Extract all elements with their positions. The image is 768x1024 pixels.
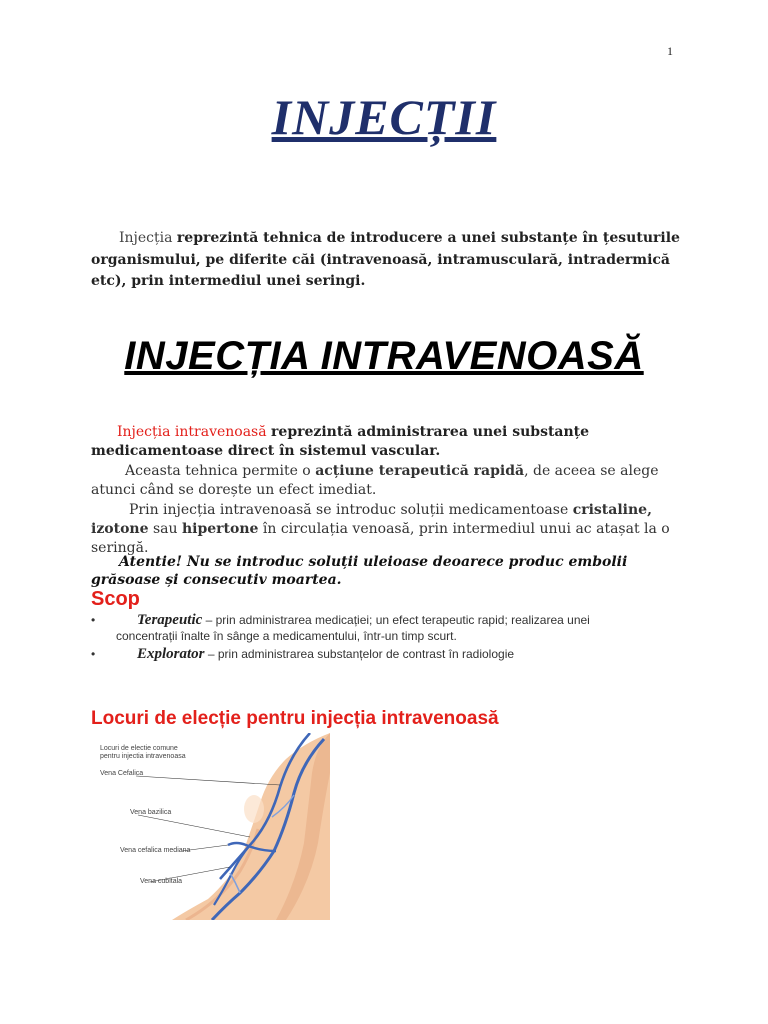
label-vena-cefalica-mediana: Vena cefalica mediana [120, 847, 191, 854]
attention-warning [91, 553, 691, 589]
intro-paragraph [91, 228, 691, 293]
arm-caption-line1: Locuri de electie comune [100, 745, 178, 752]
label-vena-cefalica: Vena Cefalica [100, 770, 144, 777]
arm-veins-diagram [90, 733, 330, 920]
rapid-action-paragraph [91, 462, 691, 500]
arm-caption-line2: pentru injectia intravenoasa [100, 753, 186, 760]
page-number: 1 [667, 44, 673, 58]
p3-comma: , [647, 502, 652, 518]
p2-before: Aceasta tehnica permite o [125, 463, 311, 479]
list-item [91, 612, 651, 644]
scope-text-continued: concentrații înalte în sânge a medicamentului, într-un timp scurt. [116, 629, 457, 643]
label-vena-bazilica: Vena bazilica [130, 809, 172, 816]
p2-after: , de aceea se alege atunci când se dorește un efect imediat. [91, 463, 659, 498]
p3-cristaline: cristaline [572, 502, 648, 518]
bullet-icon: • [91, 613, 96, 627]
definition-term: Injecția intravenoasă [117, 424, 267, 440]
p2-bold: acțiune terapeutică rapidă [315, 463, 525, 479]
scope-text: – prin administrarea medicației; un efect terapeutic rapid; realizarea unei [205, 613, 590, 627]
intro-first-word: Injecția [119, 230, 173, 246]
p3-sau: sau [152, 521, 178, 537]
label-vena-cubitala: Vena cubitala [140, 878, 183, 885]
arm-illustration [90, 733, 330, 920]
leader-line-cefalica [136, 776, 280, 785]
definition-text: reprezintă administrarea unei substanțe medicamentoase direct în sistemul vascular. [91, 424, 590, 459]
section-heading: INJECȚIA INTRAVENOASĂ [124, 334, 644, 378]
p3-part1: Prin injecția intravenoasă se introduc soluții medicamentoase [129, 502, 569, 518]
leader-line-bazilica [138, 815, 250, 837]
intro-text: reprezintă tehnica de introducere a unei substanțe în țesuturile organismului, pe diferite căi (intravenoasă, intramusculară, intradermică etc), prin intermediul unei seringi. [91, 230, 680, 289]
p3-part2: în circulația venoasă, prin intermediul unui ac atașat la o seringă. [91, 521, 670, 556]
list-item [91, 646, 651, 662]
scope-term: Explorator [137, 646, 205, 662]
locuri-heading: Locuri de elecție pentru injecția intravenoasă [91, 708, 499, 729]
p3-hipertone: hipertone [181, 521, 259, 537]
bullet-icon: • [91, 647, 96, 661]
scope-term: Terapeutic [137, 612, 203, 628]
definition-paragraph [91, 423, 691, 461]
p3-izotone: izotone [91, 521, 149, 537]
scop-heading: Scop [91, 588, 140, 610]
solutions-paragraph [91, 501, 691, 558]
document-title: INJECȚII [271, 89, 497, 145]
scope-text: – prin administrarea substanțelor de contrast în radiologie [207, 647, 515, 661]
scope-list [91, 612, 651, 664]
attention-text: Atentie! Nu se introduc soluții uleioase deoarece produc embolii grăsoase și consecutiv moartea. [91, 554, 628, 588]
